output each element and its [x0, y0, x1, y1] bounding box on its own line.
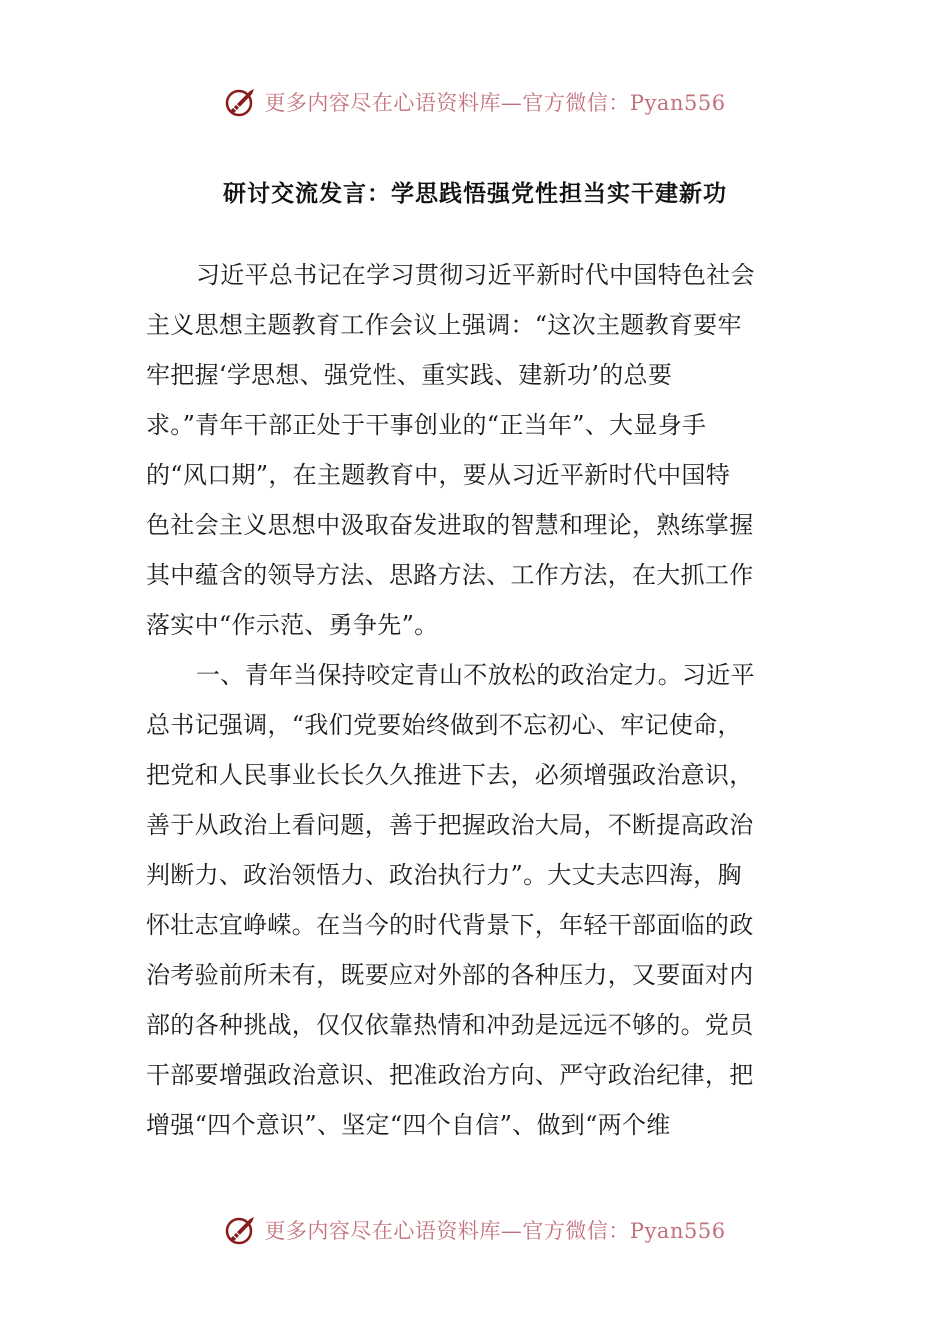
body-line: 部的各种挑战，仅仅依靠热情和冲劲是远远不够的。党员 — [146, 1011, 754, 1039]
header-banner-text: 更多内容尽在心语资料库—官方微信：Pyan556 — [264, 91, 726, 115]
quill-logo-icon — [224, 85, 258, 119]
body-line: 干部要增强政治意识、把准政治方向、严守政治纪律，把 — [146, 1061, 754, 1089]
body-line: 牢把握‘学思想、强党性、重实践、建新功’的总要 — [146, 361, 673, 389]
body-line: 求。”青年干部正处于干事创业的“正当年”、大显身手 — [146, 411, 707, 439]
body-line: 其中蕴含的领导方法、思路方法、工作方法，在大抓工作 — [146, 561, 754, 589]
body-line: 治考验前所未有，既要应对外部的各种压力，又要面对内 — [146, 961, 754, 989]
document-title: 研讨交流发言：学思践悟强党性担当实干建新功 — [223, 180, 727, 207]
footer-banner — [0, 1210, 950, 1250]
body-line: 色社会主义思想中汲取奋发进取的智慧和理论，熟练掌握 — [146, 511, 754, 539]
document-body — [146, 250, 786, 1150]
footer-banner-text: 更多内容尽在心语资料库—官方微信：Pyan556 — [264, 1219, 726, 1243]
body-line: 判断力、政治领悟力、政治执行力”。大丈夫志四海，胸 — [146, 861, 742, 889]
body-line: 一、青年当保持咬定青山不放松的政治定力。习近平 — [196, 661, 755, 689]
body-line: 落实中“作示范、勇争先”。 — [146, 611, 439, 639]
body-line: 把党和人民事业长长久久推进下去，必须增强政治意识， — [146, 761, 754, 789]
body-line: 增强“四个意识”、坚定“四个自信”、做到“两个维 — [146, 1111, 671, 1139]
body-line: 的“风口期”，在主题教育中，要从习近平新时代中国特 — [146, 461, 731, 489]
body-line: 习近平总书记在学习贯彻习近平新时代中国特色社会 — [196, 261, 755, 289]
body-line: 善于从政治上看问题，善于把握政治大局，不断提高政治 — [146, 811, 754, 839]
quill-logo-icon — [224, 1213, 258, 1247]
body-line: 主义思想主题教育工作会议上强调：“这次主题教育要牢 — [146, 311, 742, 339]
body-line: 总书记强调，“我们党要始终做到不忘初心、牢记使命， — [146, 711, 742, 739]
header-banner — [0, 82, 950, 122]
body-line: 怀壮志宜峥嵘。在当今的时代背景下，年轻干部面临的政 — [146, 911, 754, 939]
